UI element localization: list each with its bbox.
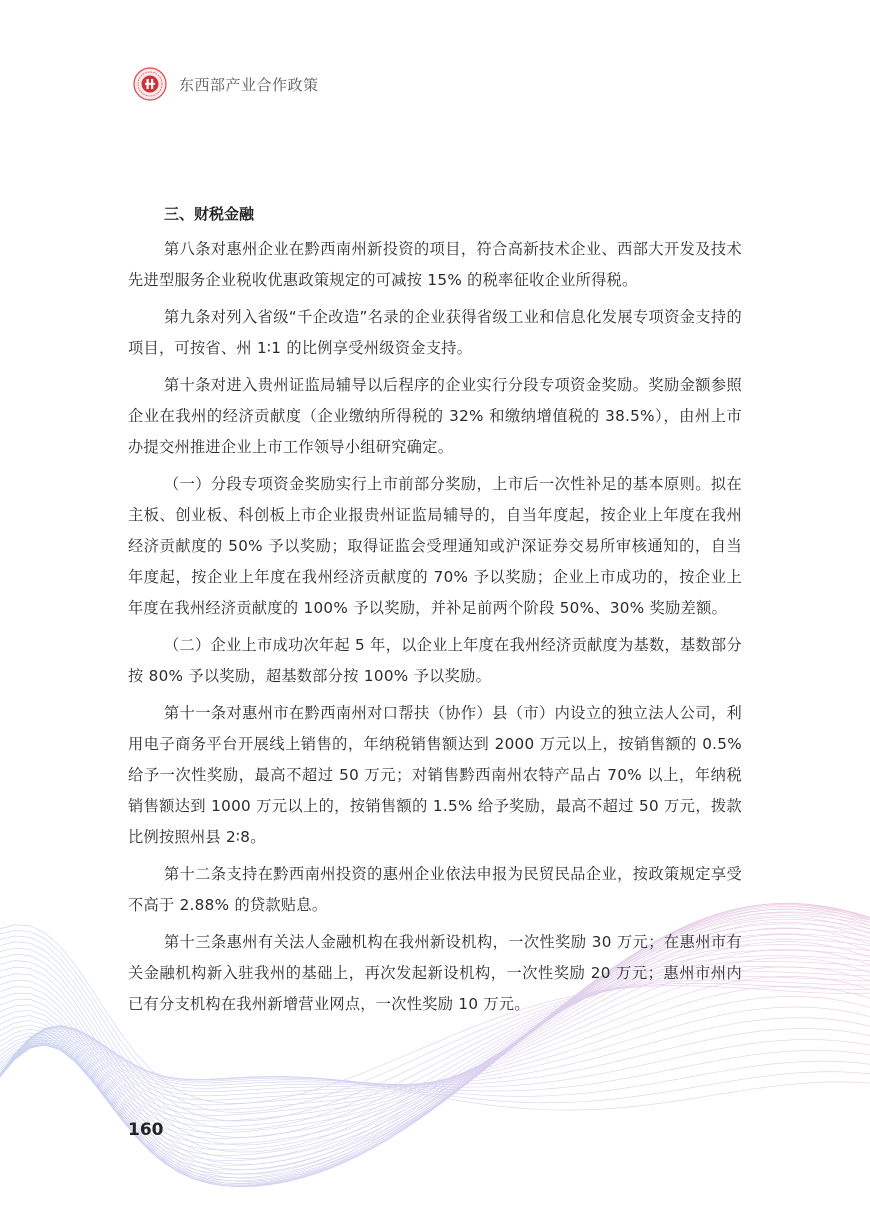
article-13: 第十三条惠州有关法人金融机构在我州新设机构，一次性奖励 30 万元；在惠州市有关金融机构新入驻我州的基础上，再次发起新设机构，一次性奖励 20 万元；惠州市州内已有分支机构在我州新增营业网点，一次性奖励 10 万元。 xyxy=(128,933,742,1013)
section-content xyxy=(128,200,742,1026)
page-number: 160 xyxy=(128,1120,164,1140)
article-10: 第十条对进入贵州证监局辅导以后程序的企业实行分段专项资金奖励。奖励金额参照企业在我州的经济贡献度（企业缴纳所得税的 32% 和缴纳增值税的 38.5%），由州上市办提交州推进企业上市工作领导小组研究确定。 xyxy=(128,376,742,456)
header-title: 东西部产业合作政策 xyxy=(179,75,319,94)
article-8: 第八条对惠州企业在黔西南州新投资的项目，符合高新技术企业、西部大开发及技术先进型服务企业税收优惠政策规定的可减按 15% 的税率征收企业所得税。 xyxy=(128,240,742,289)
article-9: 第九条对列入省级“千企改造”名录的企业获得省级工业和信息化发展专项资金支持的项目，可按省、州 1∶1 的比例享受州级资金支持。 xyxy=(128,308,742,357)
section-heading: 三、财税金融 xyxy=(164,205,255,223)
article-11: 第十一条对惠州市在黔西南州对口帮扶（协作）县（市）内设立的独立法人公司，利用电子商务平台开展线上销售的，年纳税销售额达到 2000 万元以上，按销售额的 0.5% 给予一次性奖励，最高不超过 50 万元；对销售黔西南州农特产品占 70% 以上，年纳税销售额达到 1000 万元以上的，按销售额的 1.5% 给予奖励，最高不超过 50 万元，拨款比例按照州县 2∶8。 xyxy=(128,704,742,846)
org-seal-icon xyxy=(133,67,167,101)
article-12: 第十二条支持在黔西南州投资的惠州企业依法申报为民贸民品企业，按政策规定享受不高于 2.88% 的贷款贴息。 xyxy=(128,865,742,914)
article-10-item-1: （一）分段专项资金奖励实行上市前部分奖励，上市后一次性补足的基本原则。拟在主板、创业板、科创板上市企业报贵州证监局辅导的，自当年度起，按企业上年度在我州经济贡献度的 50% 予以奖励；取得证监会受理通知或沪深证券交易所审核通知的，自当年度起，按企业上年度在我州经济贡献度的 70% 予以奖励；企业上市成功的，按企业上年度在我州经济贡献度的 100% 予以奖励，并补足前两个阶段 50%、30% 奖励差额。 xyxy=(128,475,742,617)
page-header xyxy=(133,66,319,102)
article-10-item-2: （二）企业上市成功次年起 5 年，以企业上年度在我州经济贡献度为基数，基数部分按 80% 予以奖励，超基数部分按 100% 予以奖励。 xyxy=(128,636,742,685)
